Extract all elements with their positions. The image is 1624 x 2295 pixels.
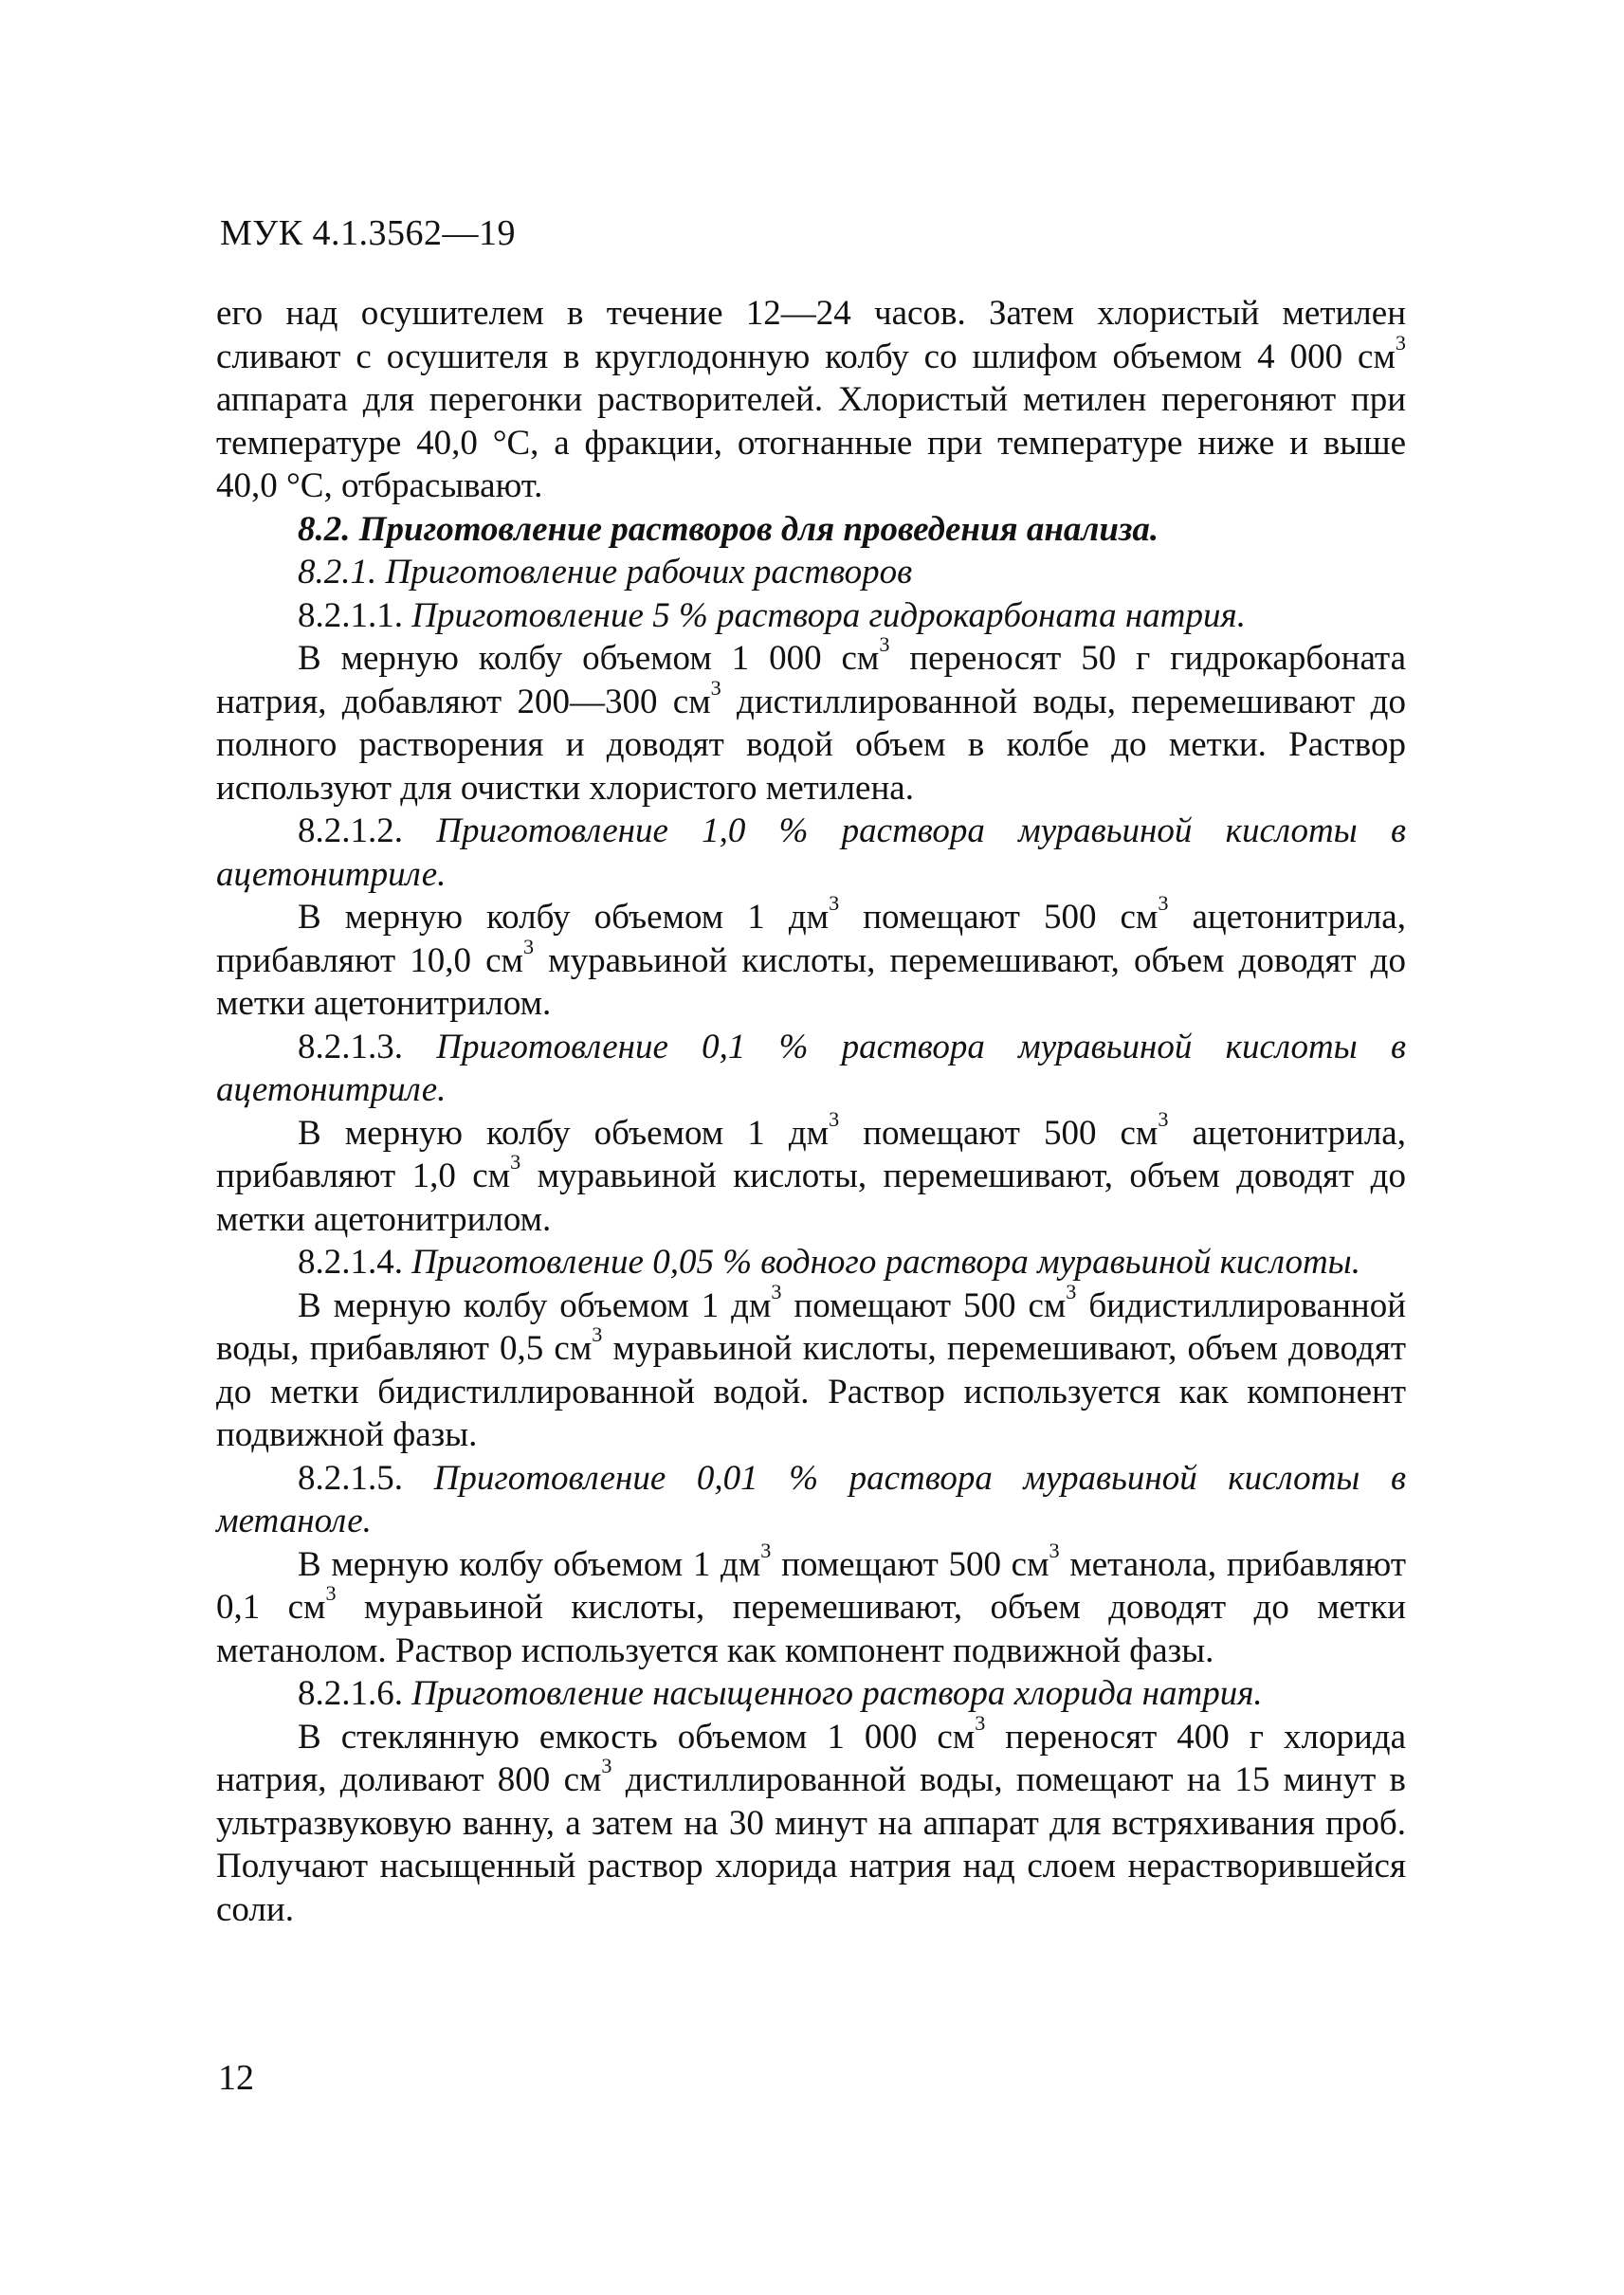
superscript: 3 (592, 1322, 603, 1347)
paragraph-8-2-1-5 (216, 1538, 1406, 1673)
item-heading-8-2-1-6 (216, 1672, 1406, 1716)
text-run: В мерную колбу объемом 1 дм (298, 1113, 830, 1153)
text-run: В мерную колбу объемом 1 000 см (298, 639, 880, 678)
item-number: 8.2.1.2. (298, 811, 437, 850)
item-title: Приготовление насыщенного раствора хлорида натрия. (411, 1674, 1263, 1713)
item-title: Приготовление 0,05 % водного раствора муравьиной кислоты. (411, 1243, 1360, 1282)
text-run: помещают 500 см (839, 898, 1159, 937)
text-run: аппарата для перегонки растворителей. Хлористый метилен перегоняют при температуре 40,0 °С, а фракции, отогнанные при температуре ниже и выше 40,0 °С, отбрасывают. (216, 380, 1406, 505)
text-run: его над осушителем в течение 12—24 часов. Затем хлористый метилен сливают с осушителя в круглодонную колбу со шлифом объемом 4 000 см (216, 294, 1406, 376)
page-number: 12 (218, 2058, 254, 2098)
item-heading-8-2-1-4 (216, 1241, 1406, 1284)
superscript: 3 (829, 891, 840, 916)
document-header: МУК 4.1.3562—19 (220, 213, 517, 253)
text-run: В мерную колбу объемом 1 дм (298, 1285, 772, 1325)
text-run: ацетонитрила, прибавляют 1,0 см (216, 1113, 1406, 1195)
document-body (216, 292, 1406, 1931)
superscript: 3 (1158, 1106, 1169, 1131)
superscript: 3 (601, 1754, 612, 1778)
item-title: Приготовление 0,01 % раствора муравьиной кислоты в метаноле. (216, 1458, 1407, 1540)
superscript: 3 (325, 1581, 337, 1606)
item-title: Приготовление 5 % раствора гидрокарбоната натрия. (411, 595, 1246, 635)
superscript: 3 (829, 1106, 840, 1131)
item-title: Приготовление 1,0 % раствора муравьиной кислоты в ацетонитриле. (216, 811, 1407, 894)
text-run: ацетонитрила, прибавляют 10,0 см (216, 898, 1406, 980)
item-title: Приготовление 0,1 % раствора муравьиной кислоты в ацетонитриле. (216, 1027, 1407, 1109)
subsection-heading-8-2-1: 8.2.1. Приготовление рабочих растворов (298, 553, 913, 592)
item-heading-8-2-1-3 (216, 1026, 1406, 1112)
superscript: 3 (1049, 1538, 1060, 1562)
paragraph-8-2-1-3 (216, 1106, 1406, 1242)
superscript: 3 (1395, 330, 1406, 355)
item-number: 8.2.1.1. (298, 595, 412, 635)
paragraph-8-2-1-1 (216, 632, 1407, 810)
superscript: 3 (1066, 1279, 1077, 1303)
text-run: переносят 50 г гидрокарбоната натрия, добавляют 200—300 см (216, 639, 1406, 721)
text-run: переносят 400 г хлорида натрия, доливают 800 см (216, 1717, 1407, 1799)
text-run: В мерную колбу объемом 1 дм (298, 1544, 761, 1584)
text-run: бидистиллированной воды, прибавляют 0,5 см (216, 1285, 1406, 1368)
text-run: помещают 500 см (781, 1285, 1067, 1325)
paragraph-8-2-1-2 (216, 891, 1406, 1026)
paragraph-8-2-1-6 (216, 1710, 1407, 1932)
item-number: 8.2.1.6. (298, 1674, 412, 1713)
superscript: 3 (975, 1710, 986, 1735)
item-heading-8-2-1-5 (216, 1457, 1406, 1543)
text-run: дистиллированной воды, перемешивают до полного растворения и доводят водой объем в колбе до метки. Раствор используют для очистки хлористого метилена. (216, 682, 1407, 808)
superscript: 3 (710, 675, 721, 700)
text-run: метанола, прибавляют 0,1 см (216, 1544, 1406, 1627)
superscript: 3 (879, 632, 890, 657)
paragraph-distillation (216, 292, 1406, 508)
item-number: 8.2.1.5. (298, 1458, 434, 1498)
text-run: муравьиной кислоты, перемешивают, объем доводят до метки метанолом. Раствор используется как компонент подвижной фазы. (216, 1588, 1406, 1670)
text-run: муравьиной кислоты, перемешивают, объем доводят до метки ацетонитрилом. (216, 940, 1406, 1023)
text-run: помещают 500 см (839, 1113, 1159, 1153)
superscript: 3 (1158, 891, 1169, 916)
text-run: муравьиной кислоты, перемешивают, объем доводят до метки бидистиллированной водой. Раствор используется как компонент подвижной фазы. (216, 1329, 1407, 1454)
section-heading-8-2: 8.2. Приготовление растворов для проведения анализа. (298, 509, 1159, 549)
item-heading-8-2-1-2 (216, 810, 1406, 896)
item-heading-8-2-1-1 (216, 594, 1406, 638)
superscript: 3 (522, 934, 535, 958)
paragraph-8-2-1-4 (216, 1279, 1407, 1457)
text-run: муравьиной кислоты, перемешивают, объем доводят до метки ацетонитрилом. (216, 1157, 1406, 1239)
text-run: помещают 500 см (771, 1544, 1049, 1584)
text-run: В стеклянную емкость объемом 1 000 см (298, 1717, 976, 1757)
superscript: 3 (760, 1538, 772, 1562)
superscript: 3 (771, 1279, 782, 1303)
item-number: 8.2.1.4. (298, 1243, 412, 1282)
superscript: 3 (510, 1150, 521, 1175)
text-run: дистиллированной воды, помещают на 15 минут в ультразвуковую ванну, а затем на 30 минут на аппарат для встряхивания проб. Получают насыщенный раствор хлорида натрия над слоем нерастворившейся соли. (216, 1760, 1407, 1929)
text-run: В мерную колбу объемом 1 дм (298, 898, 830, 937)
item-number: 8.2.1.3. (298, 1027, 437, 1066)
